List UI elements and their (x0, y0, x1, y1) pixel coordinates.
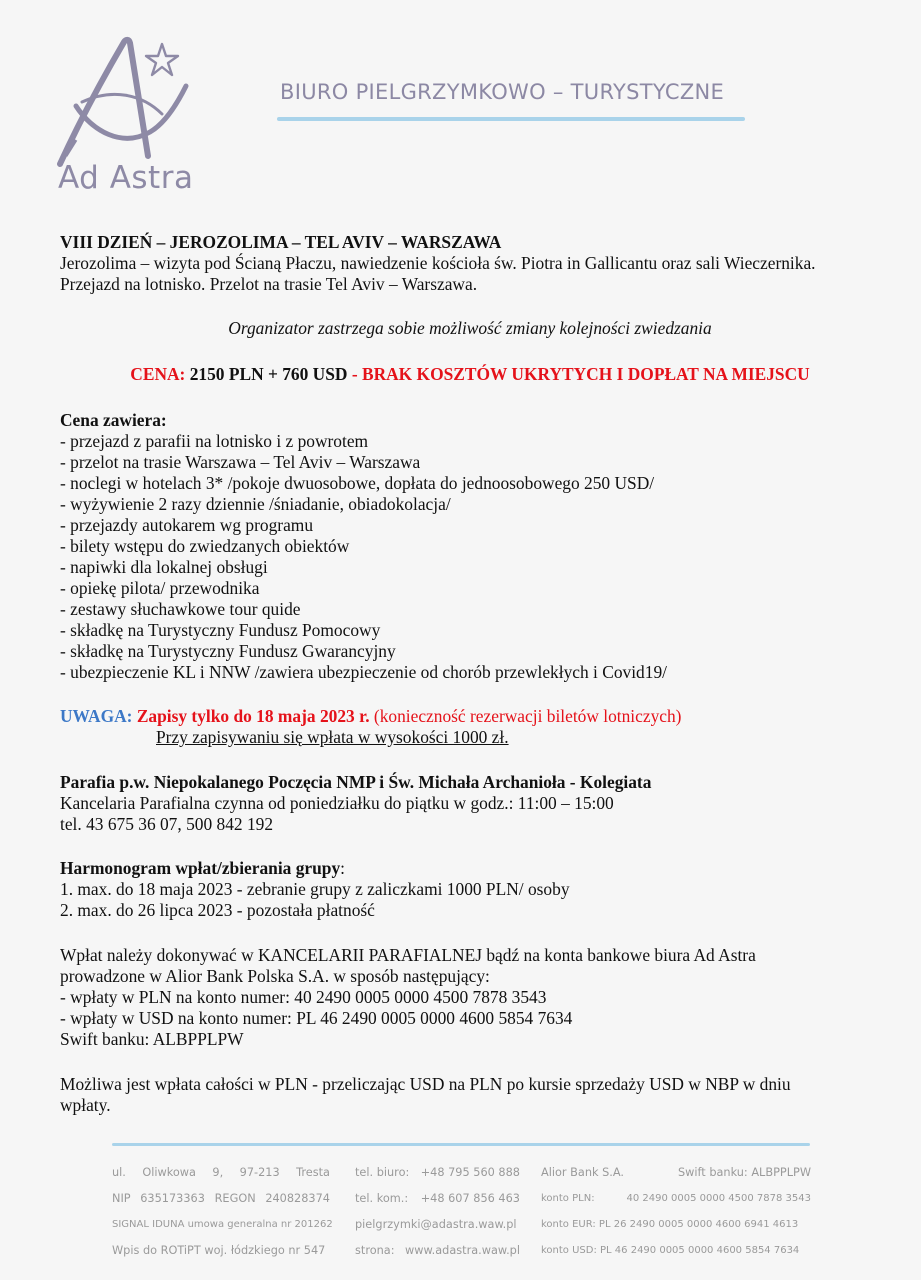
price-suffix: - BRAK KOSZTÓW UKRYTYCH I DOPŁAT NA MIEJSCU (351, 364, 810, 384)
price-line (60, 364, 880, 385)
footer-contact (355, 1160, 520, 1264)
includes-item: - przelot na trasie Warszawa – Tel Aviv – Warszawa (60, 452, 421, 472)
header-divider (277, 117, 745, 121)
includes-item: - wyżywienie 2 razy dziennie /śniadanie, obiadokolacja/ (60, 494, 451, 514)
schedule-item: 2. max. do 26 lipca 2023 - pozostała płatność (60, 900, 375, 920)
footer-usd-account: konto USD: PL 46 2490 0005 0000 4600 5854 7634 (541, 1245, 800, 1256)
price-value: 2150 PLN + 760 USD (189, 364, 348, 384)
final-note: Możliwa jest wpłata całości w PLN - przeliczając USD na PLN po kursie sprzedaży USD w NBP w dniu (60, 1074, 791, 1094)
notice-deadline: Zapisy tylko do 18 maja 2023 r. (136, 706, 370, 726)
footer-office-phone: tel. biuro: +48 795 560 888 (355, 1166, 520, 1179)
agency-title: BIURO PIELGRZYMKOWO – TURYSTYCZNE (280, 80, 725, 104)
includes-item: - ubezpieczenie KL i NNW /zawiera ubezpieczenie od chorób przewlekłych i Covid19/ (60, 662, 667, 682)
notice-line (60, 706, 880, 727)
includes-item: - składkę na Turystyczny Fundusz Pomocowy (60, 620, 381, 640)
payments-swift: Swift banku: ALBPPLPW (60, 1029, 244, 1049)
includes-item: - przejazd z parafii na lotnisko i z powrotem (60, 431, 369, 451)
schedule-item: 1. max. do 18 maja 2023 - zebranie grupy z zaliczkami 1000 PLN/ osoby (60, 879, 570, 899)
includes-item: - bilety wstępu do zwiedzanych obiektów (60, 536, 350, 556)
footer-mobile-phone: tel. kom.: +48 607 856 463 (355, 1192, 520, 1205)
payments-pln-account: - wpłaty w PLN na konto numer: 40 2490 0005 0000 4500 7878 3543 (60, 987, 547, 1007)
footer-registry: Wpis do ROTiPT woj. łódzkiego nr 547 (112, 1244, 326, 1257)
day-description-line: Przejazd na lotnisko. Przelot na trasie Tel Aviv – Warszawa. (60, 274, 478, 294)
footer-nip-regon: NIP 635173363 REGON 240828374 (112, 1192, 330, 1205)
deposit-note: Przy zapisywaniu się wpłata w wysokości 1000 zł. (156, 727, 509, 747)
parish-office-hours: Kancelaria Parafialna czynna od poniedziałku do piątku w godz.: 11:00 – 15:00 (60, 793, 614, 813)
includes-item: - napiwki dla lokalnej obsługi (60, 557, 268, 577)
schedule-heading (60, 858, 880, 879)
final-note: wpłaty. (60, 1095, 111, 1115)
document-body (60, 232, 880, 1116)
parish-phone: tel. 43 675 36 07, 500 842 192 (60, 814, 274, 834)
notice-label: UWAGA: (60, 706, 133, 726)
footer-bank: Alior Bank S.A. Swift banku: ALBPPLPW (541, 1166, 811, 1179)
footer-email: pielgrzymki@adastra.waw.pl (355, 1218, 517, 1231)
includes-item: - noclegi w hotelach 3* /pokoje dwuosobowe, dopłata do jednoosobowego 250 USD/ (60, 473, 655, 493)
footer-pln-account: konto PLN: 40 2490 0005 0000 4500 7878 3543 (541, 1193, 811, 1204)
includes-item: - zestawy słuchawkowe tour quide (60, 599, 301, 619)
payments-line: Wpłat należy dokonywać w KANCELARII PARAFIALNEJ bądź na konta bankowe biura Ad Astra (60, 945, 756, 965)
day-title: VIII DZIEŃ – JEROZOLIMA – TEL AVIV – WARSZAWA (60, 232, 502, 252)
footer-eur-account: konto EUR: PL 26 2490 0005 0000 4600 6941 4613 (541, 1219, 799, 1230)
includes-title: Cena zawiera: (60, 410, 167, 430)
organizer-note: Organizator zastrzega sobie możliwość zmiany kolejności zwiedzania (228, 318, 712, 338)
day-description-line: Jerozolima – wizyta pod Ścianą Płaczu, nawiedzenie kościoła św. Piotra in Gallicantu oraz sali Wieczernika. (60, 253, 816, 273)
footer-address: ul. Oliwkowa 9, 97-213 Tresta (112, 1166, 330, 1179)
parish-name: Parafia p.w. Niepokalanego Poczęcia NMP i Św. Michała Archanioła - Kolegiata (60, 772, 652, 792)
includes-item: - opiekę pilota/ przewodnika (60, 578, 260, 598)
includes-list (60, 431, 880, 683)
includes-item: - składkę na Turystyczny Fundusz Gwarancyjny (60, 641, 396, 661)
footer-divider (112, 1143, 810, 1146)
footer-website: strona: www.adastra.waw.pl (355, 1244, 520, 1257)
schedule-colon: : (340, 858, 346, 878)
price-label: CENA: (130, 364, 186, 384)
payments-line: prowadzone w Alior Bank Polska S.A. w sposób następujący: (60, 966, 490, 986)
payments-usd-account: - wpłaty w USD na konto numer: PL 46 2490 0005 0000 4600 5854 7634 (60, 1008, 573, 1028)
includes-item: - przejazdy autokarem wg programu (60, 515, 314, 535)
footer-insurance: SIGNAL IDUNA umowa generalna nr 201262 (112, 1219, 333, 1230)
schedule-title: Harmonogram wpłat/zbierania grupy (60, 858, 341, 878)
footer-company-info (112, 1160, 333, 1264)
footer-bank-info (541, 1160, 811, 1264)
logo-text: Ad Astra (58, 160, 194, 196)
notice-reason: (konieczność rezerwacji biletów lotniczych) (373, 706, 682, 726)
